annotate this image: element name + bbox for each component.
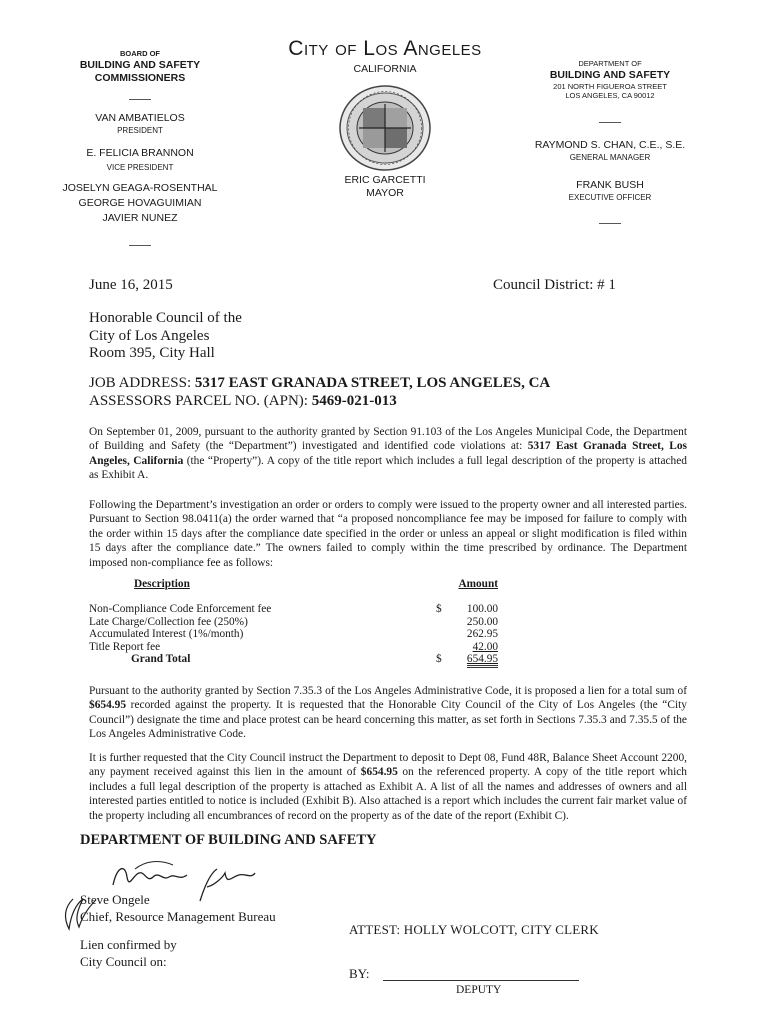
- total-amount-cell: [452, 653, 498, 665]
- paragraph-3: [89, 684, 687, 742]
- board-line1: BOARD OF: [120, 49, 160, 58]
- board-member-name: VAN AMBATIELOS: [95, 112, 185, 124]
- total-currency: $: [436, 653, 442, 666]
- fee-currency: [434, 616, 452, 628]
- fee-currency: [434, 641, 452, 653]
- fee-amount-cell: [452, 641, 498, 653]
- recipient-line: City of Los Angeles: [89, 327, 210, 344]
- divider: [599, 122, 621, 123]
- p4-text: on the referenced property. A copy of the title report which includes a full legal description of the property is attached as Exhibit A. A list of all the names and addresses of owners and all interested parties entitled to notice is included (Exhibit B). Also attached is a report which includes the current fair market value of the property including all encumbrances of record on the property as of the date of the report (Exhibit C).: [89, 766, 687, 822]
- p3-amount: $654.95: [89, 699, 127, 712]
- fee-header-row: [89, 578, 498, 603]
- board-member-name: JAVIER NUNEZ: [102, 212, 178, 224]
- dept-line1: DEPARTMENT OF: [578, 59, 642, 68]
- col-description-label: Description: [134, 578, 190, 590]
- fee-amount: 262.95: [466, 628, 498, 641]
- col-description: [89, 578, 434, 603]
- apn-label: ASSESSORS PARCEL NO. (APN):: [89, 393, 312, 409]
- exec-title: EXECUTIVE OFFICER: [568, 193, 652, 202]
- mayor-title: MAYOR: [366, 187, 404, 199]
- board-member-title: PRESIDENT: [117, 126, 163, 135]
- board-member-name: JOSELYN GEAGA-ROSENTHAL: [62, 182, 218, 194]
- board-line2: BUILDING AND SAFETY: [79, 59, 201, 71]
- col-amount-label: Amount: [458, 578, 498, 590]
- fee-row: [89, 641, 498, 653]
- by-label: BY:: [349, 966, 370, 981]
- city-block: [255, 36, 515, 76]
- p4-text: It is further requested that the City Council instruct the Department to deposit to Dept 08, Fund 48R, Balance Sheet Account 2200, any payment received against this lien in the amount of: [89, 752, 687, 779]
- lien-confirmed: [80, 937, 177, 970]
- mayor-name: ERIC GARCETTI: [344, 174, 426, 186]
- col-amount: [452, 578, 498, 603]
- lien-line: Lien confirmed by: [80, 937, 177, 952]
- board-member-name: E. FELICIA BRANNON: [86, 147, 194, 159]
- p1-address: 5317 East Granada Street, Los Angeles, California: [89, 440, 687, 467]
- city-seal: [337, 84, 433, 172]
- gm-title: GENERAL MANAGER: [569, 153, 651, 162]
- city-title: City of Los Angeles: [288, 37, 482, 60]
- deputy-label: DEPUTY: [456, 984, 502, 996]
- job-address-label: JOB ADDRESS:: [89, 375, 195, 391]
- lien-line: City Council on:: [80, 953, 167, 969]
- mayor-block: [305, 174, 465, 200]
- fee-currency: [434, 628, 452, 640]
- letter-date: June 16, 2015: [89, 277, 173, 293]
- fee-amount: 100.00: [466, 603, 498, 616]
- total-label-cell: [89, 653, 434, 665]
- total-label: Grand Total: [131, 653, 191, 666]
- fee-desc: Late Charge/Collection fee (250%): [89, 615, 248, 628]
- board-member-title: VICE PRESIDENT: [106, 163, 174, 172]
- recipient-line: Honorable Council of the: [89, 310, 242, 326]
- fee-row: [89, 616, 498, 628]
- job-address: 5317 EAST GRANADA STREET, LOS ANGELES, CA: [194, 375, 551, 391]
- board-member-name: GEORGE HOVAGUIMIAN: [78, 197, 202, 209]
- divider: [599, 223, 621, 224]
- apn-line: [89, 392, 397, 411]
- signer-name: Steve Ongele: [80, 892, 150, 907]
- p1-text: On September 01, 2009, pursuant to the authority granted by Section 91.103 of the Los Angeles Municipal Code, the Department of Building and Safety (the “Department”) investigated and identified code violations at:: [89, 426, 687, 453]
- department-block: [520, 58, 700, 224]
- job-address-line: [89, 374, 550, 393]
- fee-row: [89, 603, 498, 615]
- board-block: [60, 48, 220, 246]
- fee-amount: 250.00: [466, 615, 498, 628]
- exec-name: FRANK BUSH: [576, 179, 644, 191]
- attest-line: ATTEST: HOLLY WOLCOTT, CITY CLERK: [349, 922, 599, 937]
- fee-table: [89, 578, 498, 665]
- dept-line2: BUILDING AND SAFETY: [549, 69, 671, 81]
- recipient-line: Room 395, City Hall: [89, 345, 215, 361]
- p3-text: Pursuant to the authority granted by Section 7.35.3 of the Los Angeles Administrative Code, it is proposed a lien for a total sum of: [89, 685, 687, 697]
- p3-text: recorded against the property. It is requested that the Honorable City Council of the City of Los Angeles (the “City Council”) designate the time and place protest can be heard concerning this matter, as set forth in Sections 7.35.3 and 7.35.5 of the Los Angeles Administrative Code.: [89, 699, 687, 741]
- divider: [129, 99, 151, 100]
- p4-amount: $654.95: [360, 766, 398, 779]
- total-amount: 654.95: [467, 653, 498, 668]
- fee-total-row: [89, 653, 498, 665]
- paragraph-1: [89, 425, 687, 483]
- divider: [129, 245, 151, 246]
- fee-desc: Accumulated Interest (1%/month): [89, 628, 244, 641]
- recipient-block: [89, 310, 242, 363]
- paragraph-2: Following the Department’s investigation an order or orders to comply were issued to the property owner and all interested parties. Pursuant to Section 98.0411(a) the order warned that “a proposed noncompliance fee may be imposed for failure to comply with the order within 15 days after the compliance date specified in the order or unless an appeal or slight modification is filed within 15 days after the compliance date.” The owners failed to comply within the time prescribed by ordinance. The Department imposed non-compliance fee as follows:: [89, 499, 687, 569]
- paragraph-4: [89, 751, 687, 823]
- fee-desc: Title Report fee: [89, 640, 161, 653]
- col-currency: [434, 578, 452, 603]
- board-line3: COMMISSIONERS: [94, 72, 186, 84]
- council-district: Council District: # 1: [493, 277, 616, 293]
- apn-number: 5469-021-013: [311, 393, 397, 409]
- dept-city: LOS ANGELES, CA 90012: [565, 91, 655, 100]
- p1-text: (the “Property”). A copy of the title report which includes a full legal description of the property is attached as Exhibit A.: [89, 454, 688, 482]
- dept-street: 201 NORTH FIGUEROA STREET: [553, 82, 667, 91]
- fee-desc: Non-Compliance Code Enforcement fee: [89, 603, 272, 616]
- fee-amount: 42.00: [472, 640, 498, 653]
- gm-name: RAYMOND S. CHAN, C.E., S.E.: [534, 139, 686, 151]
- fee-row: [89, 628, 498, 640]
- by-signature-line: [383, 980, 579, 981]
- city-state: CALIFORNIA: [353, 63, 417, 75]
- signer-title: Chief, Resource Management Bureau: [80, 909, 276, 924]
- dept-heading: DEPARTMENT OF BUILDING AND SAFETY: [80, 832, 377, 848]
- fee-currency: $: [436, 603, 442, 616]
